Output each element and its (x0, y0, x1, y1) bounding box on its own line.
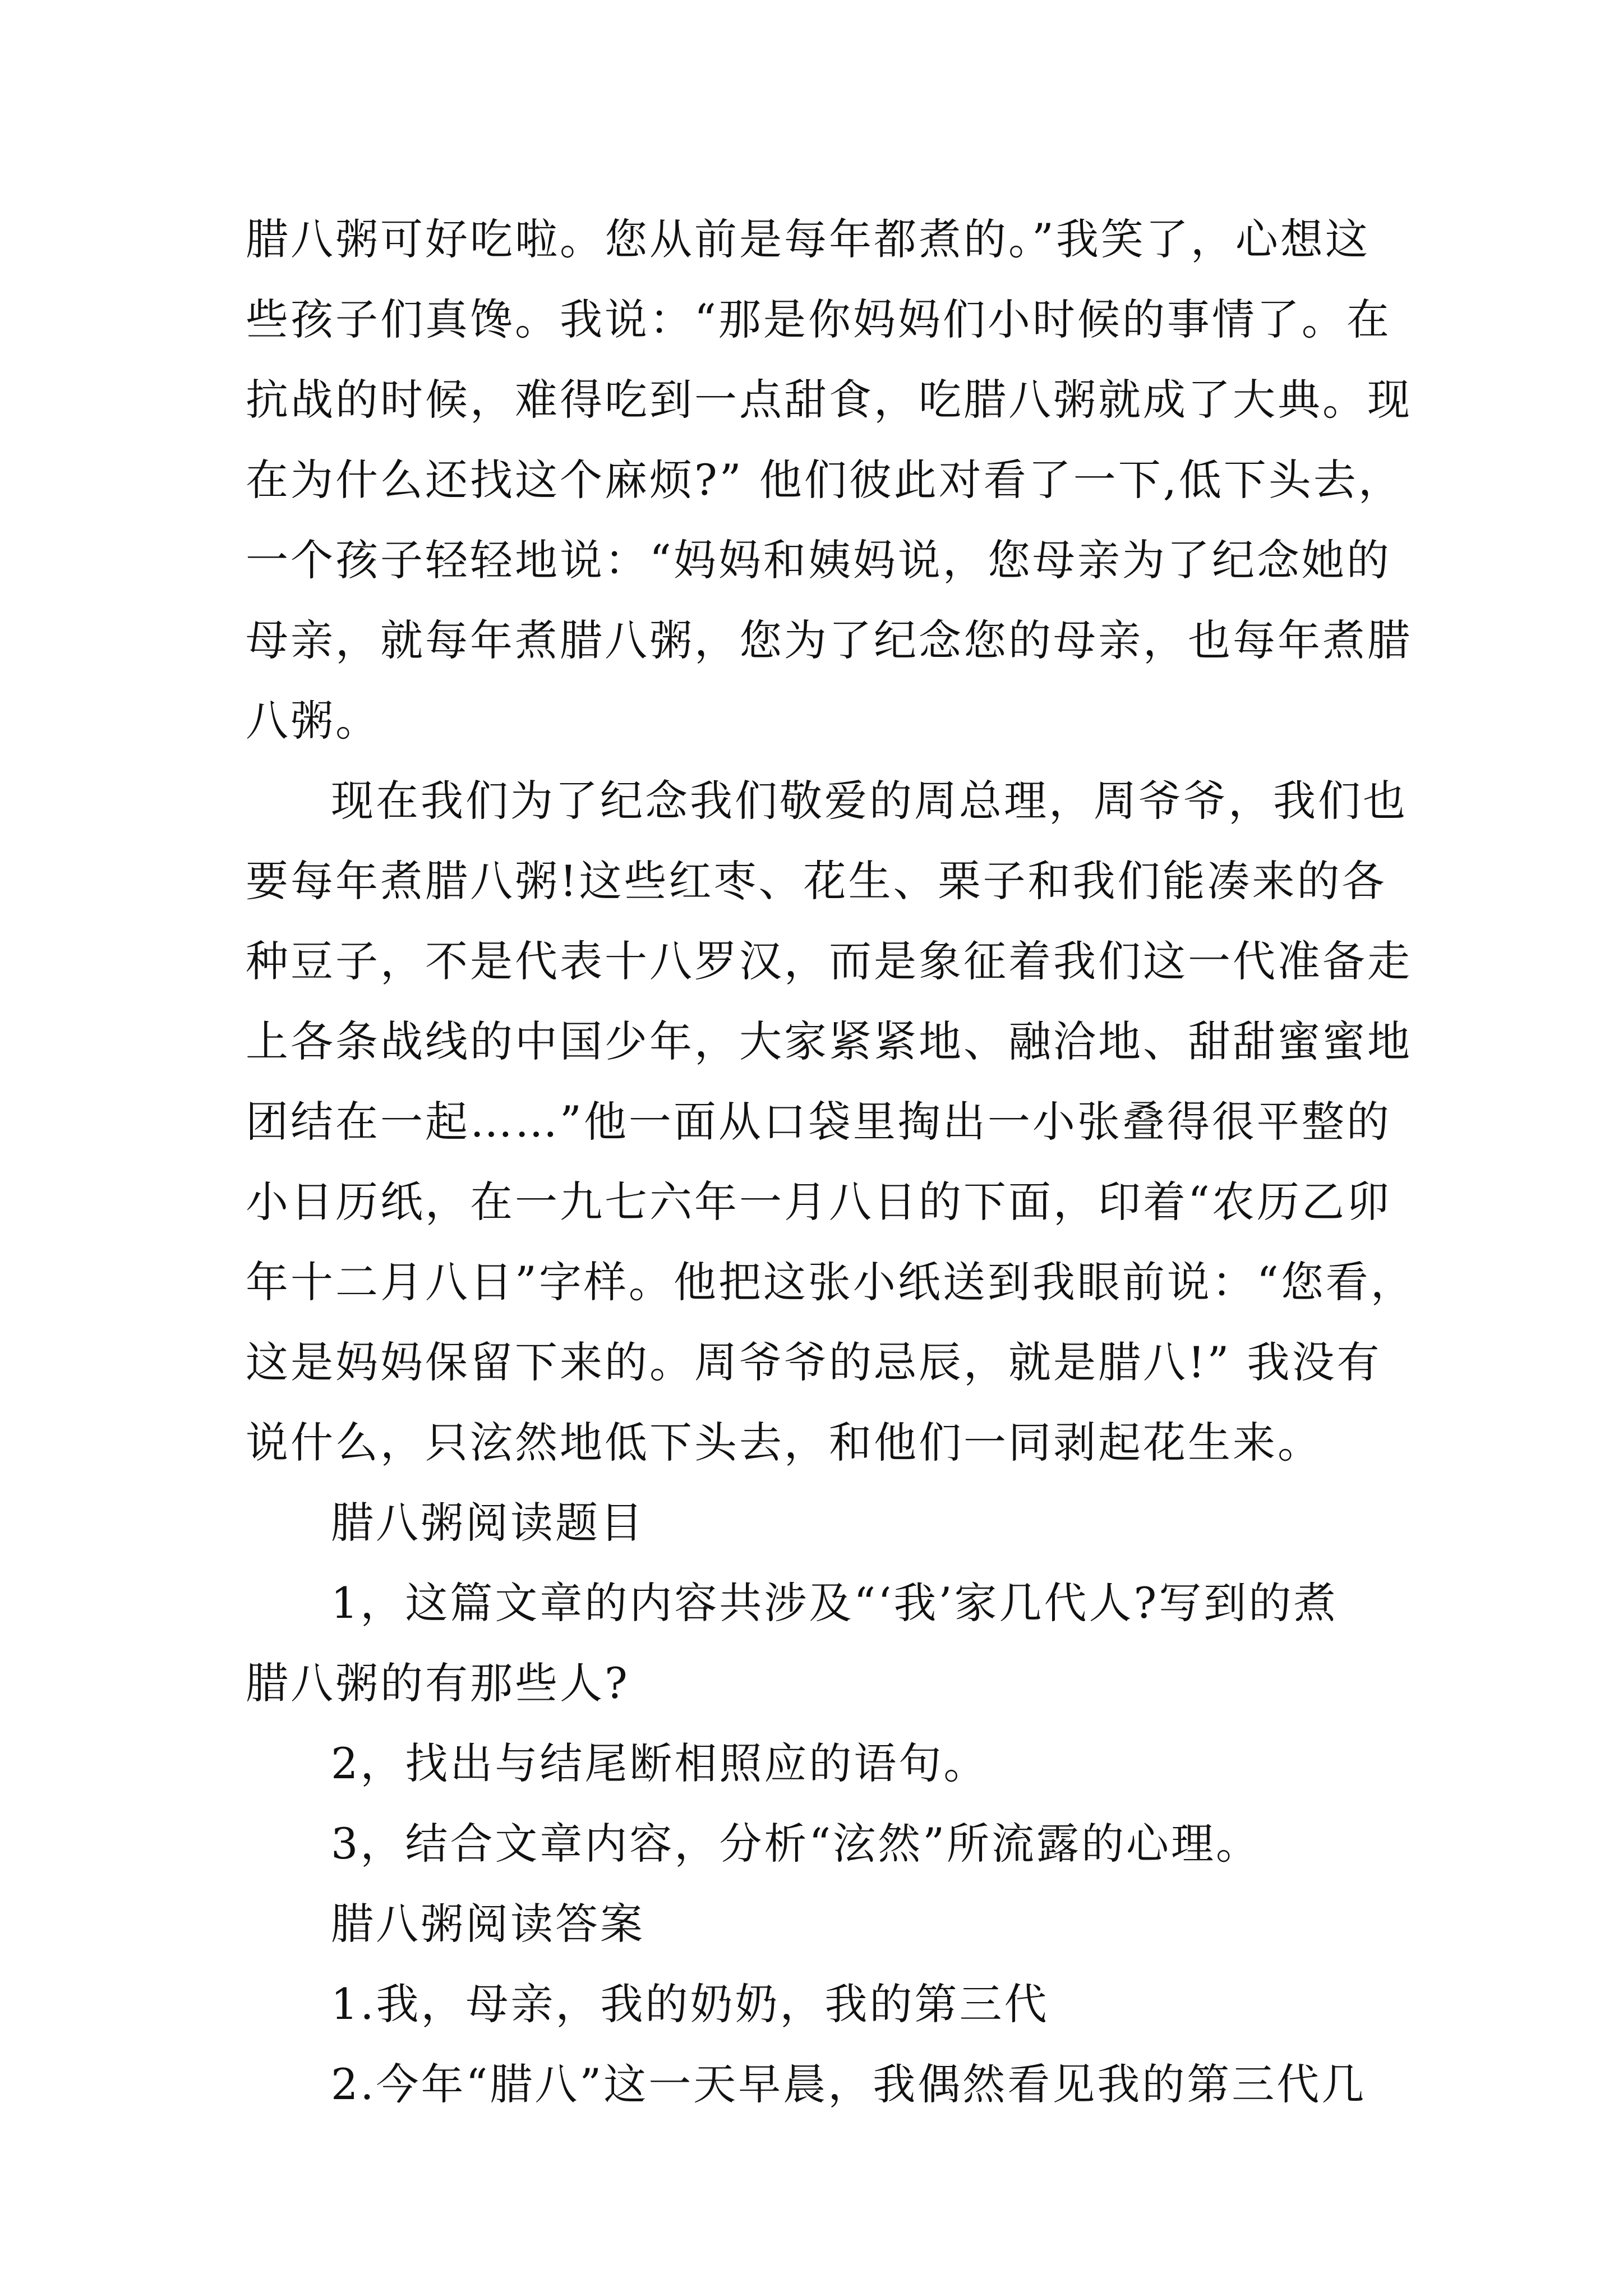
text-line: 现在我们为了纪念我们敬爱的周总理，周爷爷，我们也 (331, 776, 1408, 826)
text-line: 母亲，就每年煮腊八粥，您为了纪念您的母亲，也每年煮腊 (246, 615, 1412, 665)
text-line: 在为什么还找这个麻烦?” 他们彼此对看了一下,低下头去， (246, 455, 1403, 505)
text-line: 这是妈妈保留下来的。周爷爷的忌辰，就是腊八!” 我没有 (246, 1337, 1382, 1387)
section-heading: 腊八粥阅读题目 (331, 1498, 645, 1548)
text-line: 团结在一起……”他一面从口袋里掏出一小张叠得很平整的 (246, 1097, 1391, 1147)
text-line: 腊八粥可好吃啦。您从前是每年都煮的。”我笑了，心想这 (246, 214, 1370, 264)
document-body (246, 199, 1415, 2124)
question-line: 3，结合文章内容，分析“泫然”所流露的心理。 (331, 1819, 1261, 1869)
text-line: 小日历纸，在一九七六年一月八日的下面，印着“农历乙卯 (246, 1177, 1391, 1227)
answer-line: 2.今年“腊八”这一天早晨，我偶然看见我的第三代几 (331, 2059, 1367, 2109)
text-line: 年十二月八日”字样。他把这张小纸送到我眼前说：“您看， (246, 1257, 1415, 1307)
text-line: 说什么，只泫然地低下头去，和他们一同剥起花生来。 (246, 1418, 1322, 1467)
text-line: 些孩子们真馋。我说：“那是你妈妈们小时候的事情了。在 (246, 295, 1391, 344)
question-line: 腊八粥的有那些人? (246, 1658, 630, 1708)
text-line: 抗战的时候，难得吃到一点甜食，吃腊八粥就成了大典。现 (246, 375, 1412, 425)
text-line: 要每年煮腊八粥!这些红枣、花生、栗子和我们能凑来的各 (246, 856, 1387, 906)
question-line: 2，找出与结尾断相照应的语句。 (331, 1738, 989, 1788)
answer-line: 1.我，母亲，我的奶奶，我的第三代 (331, 1979, 1049, 2029)
text-line: 八粥。 (246, 696, 380, 746)
section-heading: 腊八粥阅读答案 (331, 1899, 645, 1949)
text-line: 种豆子，不是代表十八罗汉，而是象征着我们这一代准备走 (246, 936, 1412, 986)
text-line: 上各条战线的中国少年，大家紧紧地、融洽地、甜甜蜜蜜地 (246, 1016, 1412, 1066)
text-line: 一个孩子轻轻地说：“妈妈和姨妈说，您母亲为了纪念她的 (246, 535, 1391, 585)
question-line: 1，这篇文章的内容共涉及“‘我’家几代人?写到的煮 (331, 1578, 1339, 1628)
